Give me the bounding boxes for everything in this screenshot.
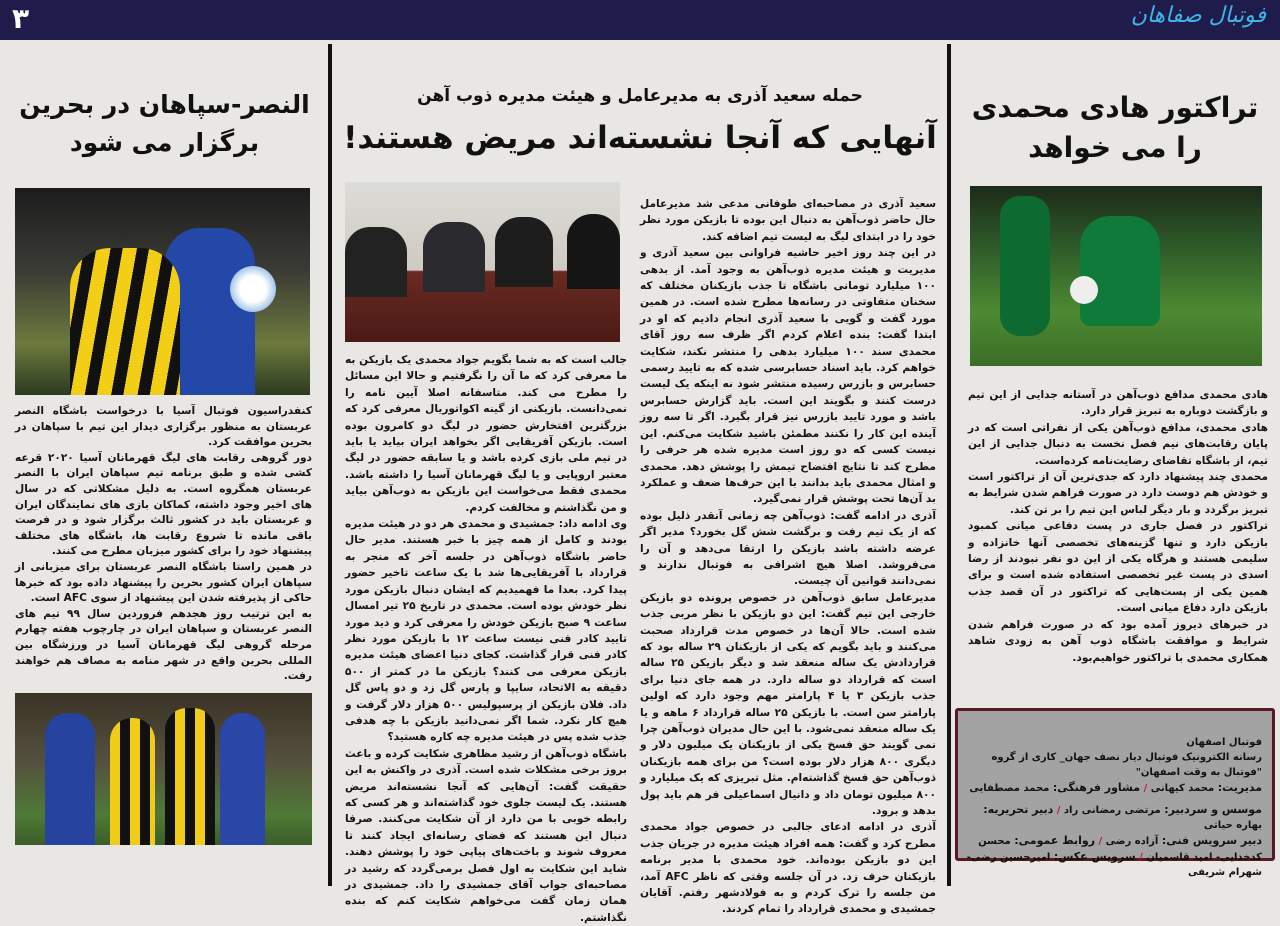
paragraph: هادی محمدی مدافع ذوب‌آهن در آستانه جدایی از این تیم و بازگشت دوباره به تبریز قرار دارد. <box>968 389 1268 418</box>
page-header <box>0 0 1280 40</box>
label: مشاور فرهنگی: <box>1052 781 1141 794</box>
label: دبیر سرویس فنی: <box>1161 834 1262 847</box>
label: موسس و سردبیر: <box>1164 803 1262 816</box>
masthead-name: فوتبال اصفهان <box>1186 737 1262 748</box>
paragraph: محمدی چند پیشنهاد دارد که جدی‌ترین آن از تراکتور است و خودش هم دوست دارد در صورت فراهم شدن شرایط به تبریز برگردد و بار دیگر لباس این تیم را بر تن کند. <box>968 471 1268 516</box>
value: محمد کیهانی <box>1150 783 1215 794</box>
title-line: را می خواهد <box>1028 131 1202 164</box>
tractor-player-photo <box>970 186 1262 366</box>
middle-article-column-right <box>640 196 936 918</box>
paragraph: سعید آذری در مصاحبه‌ای طوفانی مدعی شد مدیرعامل حال حاضر ذوب‌آهن به دنبال این بوده تا بازیکن مورد نظر خود را در ابتدای لیگ به لیست تیم اضافه کند. <box>640 198 936 243</box>
separator: / <box>1139 852 1143 863</box>
alnasr-sepahan-photo-1 <box>15 188 310 395</box>
paragraph: آذری در ادامه ادعای جالبی در خصوص جواد محمدی مطرح کرد و گفت: همه افراد هیئت مدیره در جریان جذب این دو بازیکن بوده‌اند. خود محمدی با مدیر برنامه بازیکنان حرف زد. در آن جلسه وقتی که ناظر AFC آمد، من جلسه را ترک کردم و به فولادشهر رفتم. آقایان جمشیدی و محمدی قرارداد را تمام کردند. <box>640 821 936 916</box>
separator: / <box>1143 783 1148 794</box>
title-line: برگزار می شود <box>69 128 260 157</box>
column-divider <box>328 44 332 886</box>
label: مدیریت: <box>1217 781 1262 794</box>
paragraph: در خبرهای دیروز آمده بود که در صورت فراهم شدن شرایط و موافقت باشگاه ذوب آهن به زودی شاهد همکاری محمدی با تراکتور خواهیم‌بود. <box>968 618 1268 664</box>
value: مرتضی رمضانی راد <box>1063 805 1161 816</box>
paragraph: در همین راستا باشگاه النصر عربستان برای میزبانی از سپاهان ایران کشور بحرین را پیشنهاد داده بود که خبرها حاکی از پذیرفته شدن این پیشنهاد از سوی AFC است. <box>15 560 312 605</box>
paragraph: به این ترتیب روز هجدهم فروردین سال ۹۹ تیم های النصر عربستان و سپاهان ایران در چارچوب هفته چهارم مرحله گروهی لیگ قهرمانان آسیا در ورزشگاه بین المللی بحرین واقع در شهر منامه به مصاف هم خواهند رفت. <box>15 607 312 683</box>
masthead-description: رسانه الکترونیک فوتبال دیار نصف جهان_ کاری از گروه "فوتبال به وقت اصفهان" <box>991 752 1262 778</box>
label: دبیر تحریریه: <box>983 803 1054 816</box>
separator: / <box>1056 805 1061 816</box>
title-line: تراکتور هادی محمدی <box>971 91 1259 124</box>
value: محمد مصطفایی <box>969 783 1050 794</box>
value: آزاده رضی <box>1105 836 1159 847</box>
paragraph: دور گروهی رقابت های لیگ قهرمانان آسیا ۲۰۲۰ قرعه کشی شده و طبق برنامه تیم سپاهان ایران با النصر عربستان همگروه است. به دلیل مشکلاتی که در سال های اخیر وجود داشته، کماکان بازی های نمایندگان ایران و عربستان باید در کشور ثالث برگزار شود و در فرصت باقی مانده تا شروع رقابت ها، باشگاه های مختلف پیشنهاد خود را برای کشور میزبان مطرح می کنند. <box>15 451 312 558</box>
paragraph: جالب است که به شما بگویم جواد محمدی یک بازیکن به ما معرفی کرد که ما آن را نگرفتیم و حالا این مسائل را مطرح می کند. متاسفانه اصلا آیین نامه را نمی‌دانست. بازیکنی از گینه اکواتوریال معرفی کرد که بزرگترین افتخارش حضور در لیگ دو کامرون بوده است. بازیکن آفریقایی اگر بخواهد ایران بیاید یا باید در تیم ملی بازی کرده باشد و یا سابقه حضور در لیگ معتبر اروپایی و یا لیگ قهرمانان آسیا را داشته باشد. محمدی فقط می‌خواست این بازیکن به ذوب‌آهن بیاید و من نگذاشتم و مخالفت کردم. <box>345 354 627 514</box>
page-number: ۳ <box>12 2 30 35</box>
right-article-title <box>960 88 1270 168</box>
middle-article-title: آنهایی که آنجا نشسته‌اند مریض هستند! <box>343 120 937 156</box>
value: بهاره حیاتی <box>1203 820 1262 831</box>
paragraph: در این چند روز اخیر حاشیه فراوانی بین سعید آذری و مدیریت و هیئت مدیره ذوب‌آهن به وجود آمد. از بدهی ۱۰۰ میلیارد تومانی باشگاه تا جذب بازیکنان مختلف که سخنان متفاوتی در رسانه‌ها مطرح شده است. در همین مورد گفت و گویی با سعید آذری انجام دادیم که او در ابتدا گفت: بنده اعلام کردم اگر ظرف سه روز آقای محمدی سند ۱۰۰ میلیارد بدهی را منتشر نکند، شکایت خواهم کرد. باید اسناد حسابرسی شده که به تایید رسمی حسابرس و بازرس رسیده منتشر شود نه اینکه یک لیست درست کنند و بگویند این است. باید گزارش حسابرس باشد و مورد تایید بازرس نیز قرار بگیرد. اگر تا سه روز آینده این کار را نکنند مطمئن باشید شکایت می‌کنم. این نیست کسی که دو روز است مدیره شده هر حرفی را مطرح کند تا نتایج افتضاح تیمش را پوشش دهد. محمدی و امثال محمدی باید بدانند با این حرف‌ها ضعف و عملکرد بد آن‌ها تحت پوشش قرار نمی‌گیرد. <box>640 247 936 506</box>
column-divider <box>947 44 951 886</box>
paragraph: مدیرعامل سابق ذوب‌آهن در خصوص پرونده دو بازیکن خارجی این تیم گفت: این دو بازیکن با نظر مربی جذب شده است. حالا آن‌ها در خصوص مدت قرارداد صحبت می‌کنند و باید بگویم که یکی از بازیکنان ۲۹ ساله بود که قراردادش یک ساله منعقد شد و دیگر بازیکن ۲۵ ساله است که قرارداد دو ساله دارد. در همه جای دنیا برای جذب بازیکن ۳ یا ۴ پارامتر مهم وجود دارد که اولین پارامتر سن است. با بازیکن ۲۵ ساله قرارداد ۶ ماهه و یا یک ساله منعقد نمی‌شود. با این حال مدیران ذوب‌آهن چرا نمی گویند حق فسخ یکی از بازیکنان یک میلیون دلار و دیگری ۸۰۰ هزار دلار بوده است؟ من برای همه بازیکنان ذوب‌آهن حق فسخ گذاشته‌ام. مثل تبریزی که یک میلیارد و ۸۰۰ میلیون تومان داد و دانیال اسماعیلی فر هم باید پول بدهد و برود. <box>640 591 937 818</box>
meeting-photo <box>345 182 620 342</box>
publication-logo: فوتبال صفاهان <box>1130 3 1266 28</box>
separator: / <box>1098 836 1103 847</box>
paragraph: آذری در ادامه گفت: ذوب‌آهن چه زمانی آنقدر ذلیل بوده که از یک تیم رفت و برگشت شش گل بخورد؟ مدیر اگر عرضه داشته باشد بازیکن را ارتقا می‌دهد و آن را می‌فروشد. اصلا هیچ اشرافی به فوتبال ندارند و نمی‌دانند قوانین آن چیست. <box>640 509 936 588</box>
label: روابط عمومی: <box>1014 834 1096 847</box>
left-article-body <box>15 404 312 685</box>
left-article-title <box>12 86 317 162</box>
value: امیرحسین رضی- شهرام شریفی <box>966 852 1262 878</box>
middle-article-subtitle: حمله سعید آذری به مدیرعامل و هیئت مدیره ذوب آهن <box>417 86 863 106</box>
title-line: النصر-سپاهان در بحرین <box>19 90 310 119</box>
value: محسن کدخدایی- امید قاسمیان <box>978 836 1262 863</box>
paragraph: تراکتور در فصل جاری در پست دفاعی میانی کمبود بازیکن دارد و تنها گزینه‌های تخصصی آنها خانزاده و سلیمی هستند و هرگاه یکی از این دو نفر نبودند از رضا اسدی در پست غیر تخصصی استفاده شده است و برای همین یکی از پست‌هایی که تراکتور در آن قصد جذب بازیکن دارد دفاع میانی است. <box>968 520 1268 615</box>
alnasr-sepahan-photo-2 <box>15 693 312 845</box>
masthead-box <box>955 708 1275 878</box>
right-article-body <box>968 387 1268 666</box>
paragraph: وی ادامه داد: جمشیدی و محمدی هر دو در هیئت مدیره بودند و کامل از همه چیز با خبر هستند. مدیر حال حاضر باشگاه ذوب‌آهن در جلسه آخر که منجر به قرارداد با آفریقایی‌ها شد با یک ساعت تاخیر حضور پیدا کرد. بعدا ما فهمیدیم که ایشان دنبال بازیکن مورد نظر خودش بوده است. محمدی در تاریخ ۲۵ تیر امسال ساعت ۹ صبح بازیکن خودش را معرفی کرد و دید مورد تایید کادر فنی نیست ساعت ۱۲ با بازیکن مورد نظر کادر فنی قرار گذاشت. کجای دنیا اعضای هیئت مدیره بازیکن معرفی می کنند؟ بازیکن ما در کمتر از ۵۰۰ دقیقه به الاتحاد، سایپا و پارس گل زد و دو پاس گل داد. فلان بازیکن از پرسپولیس ۵۰۰ هزار دلار گرفت و هیچ کار نکرد. شما اگر نمی‌دانید بازیکن با چه هدفی جذب شده پس در هیئت مدیره چه کاره هستید؟ <box>345 518 627 744</box>
paragraph: کنفدراسیون فوتبال آسیا با درخواست باشگاه النصر عربستان به منظور برگزاری دیدار این تیم با سپاهان در بحرین موافقت کرد. <box>15 405 312 449</box>
left-article-stack <box>15 404 312 845</box>
paragraph: باشگاه ذوب‌آهن از رشید مظاهری شکایت کرده و باعث بروز برخی مشکلات شده است. آذری در واکنش به این حقیقت گفت: آن‌هایی که آنجا نشسته‌اند مریض هستند. یک لیست جلوی خود گذاشته‌اند و هر کسی که رابطه خوبی با من دارد از آن شکایت می‌کنند. صرفا دنبال این هستند که فضای رسانه‌ای ایجاد کنند تا معروف شوند و باخت‌های پیاپی خود را پوشش دهند. شاید این شکایت به اول فصل برمی‌گردد که رشید در مصاحبه‌ای جواب آقای جمشیدی را داد. جمشیدی در همان زمان گفت می‌خواهم شکایت کنم که بنده نگذاشتم. <box>345 747 627 924</box>
paragraph: هادی محمدی، مدافع ذوب‌آهن یکی از نفراتی است که در پایان رقابت‌های نیم فصل نخست به دنبال جدایی از این تیم، از باشگاه تقاضای رضایت‌نامه کرده‌است. <box>968 421 1268 467</box>
middle-article-column-left <box>345 352 627 926</box>
label: سرویس عکس: <box>1053 850 1136 863</box>
